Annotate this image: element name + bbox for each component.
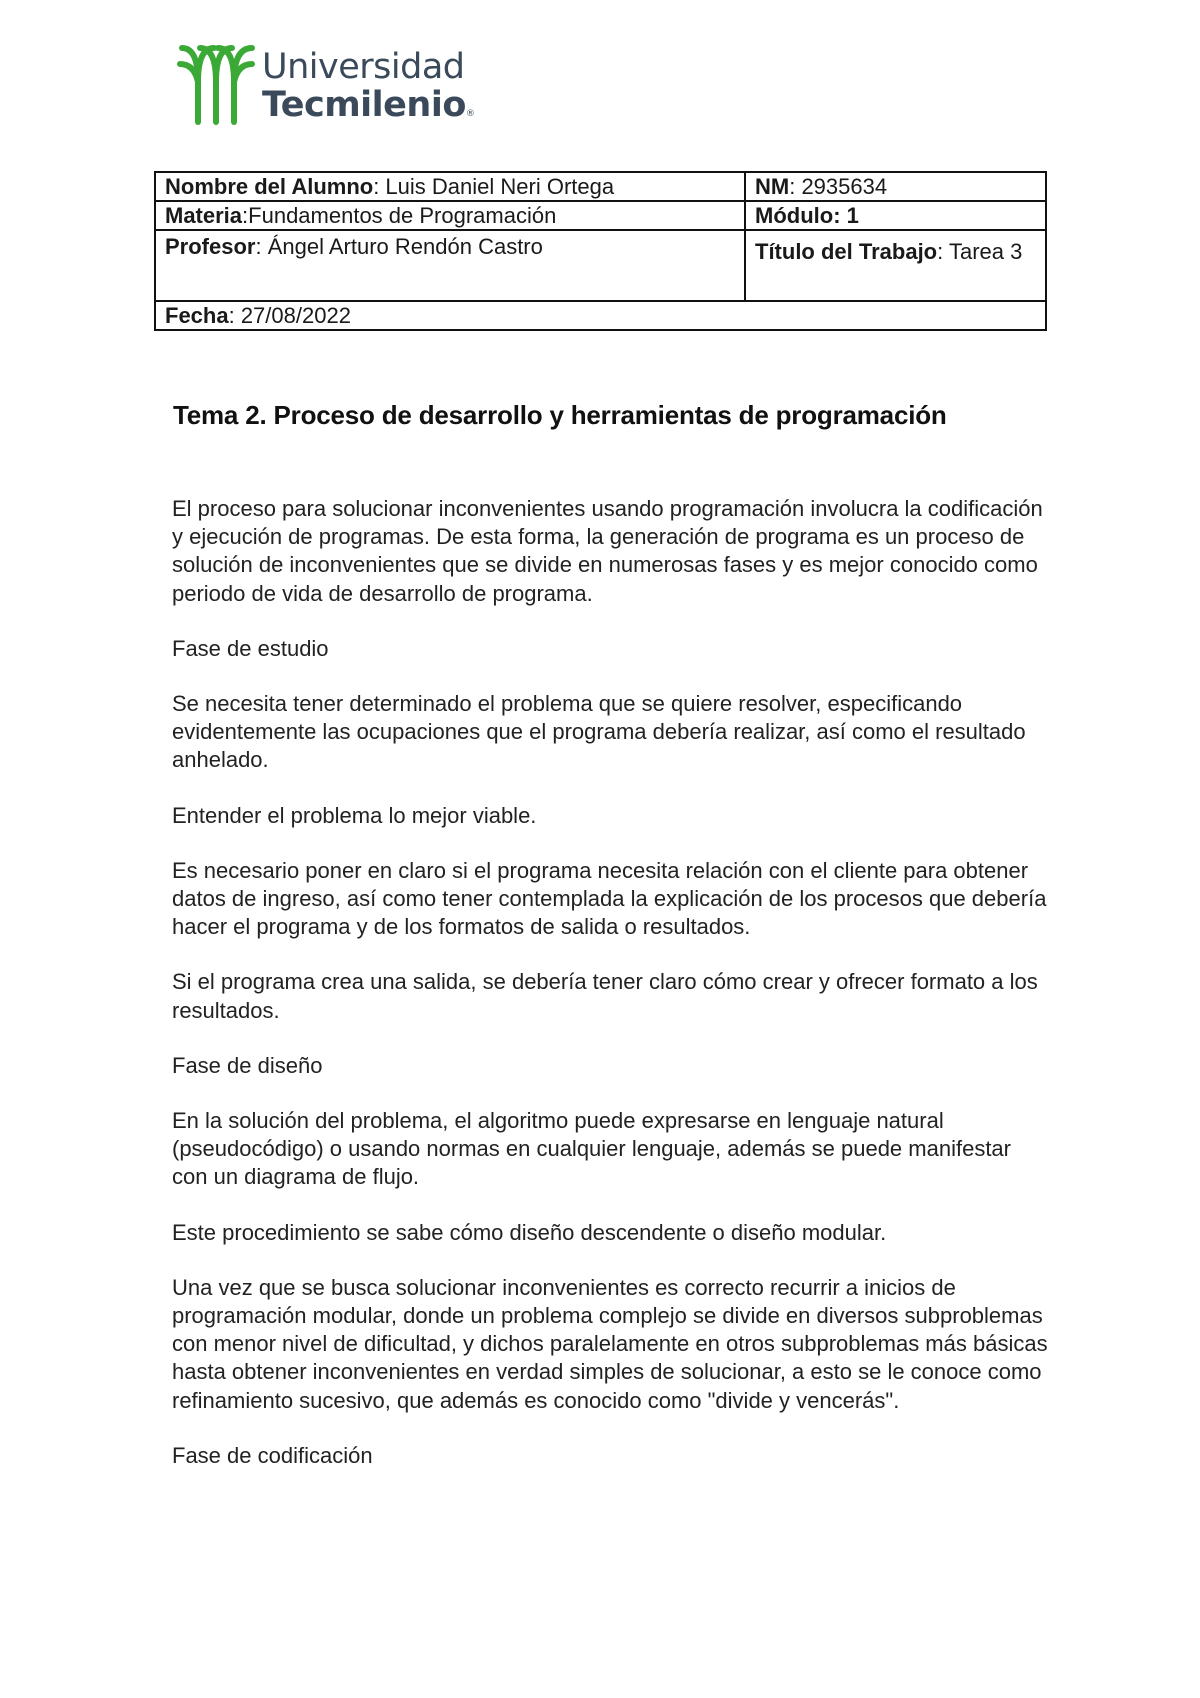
logo-line-universidad: Universidad	[262, 47, 465, 87]
date-cell	[155, 301, 1046, 330]
work-title-cell	[745, 230, 1046, 301]
info-row-student	[155, 172, 1046, 201]
paragraph-estudio-1: Se necesita tener determinado el problema que se quiere resolver, especificando evidentemente las ocupaciones que el programa debería realizar, así como el resultado anhelado.	[172, 691, 1026, 773]
subject-value: :Fundamentos de Programación	[242, 203, 557, 228]
paragraph-diseno-2: Este procedimiento se sabe cómo diseño descendente o diseño modular.	[172, 1219, 887, 1245]
paragraph-estudio-3: Es necesario poner en claro si el programa necesita relación con el cliente para obtener datos de ingreso, así como tener contemplada la explicación de los procesos que debería hacer el programa y de los formatos de salida o resultados.	[172, 857, 1047, 940]
registered-mark: ®	[465, 109, 475, 119]
module-value: : 1	[833, 203, 859, 228]
student-name-label: Nombre del Alumno	[165, 174, 374, 199]
nm-value: : 2935634	[789, 174, 888, 199]
tecmilenio-tree-logo-icon	[176, 42, 260, 126]
student-name-value: : Luis Daniel Neri Ortega	[373, 174, 615, 199]
module-label: Módulo	[755, 203, 834, 228]
paragraph-diseno-3: Una vez que se busca solucionar inconvenientes es correcto recurrir a inicios de programación modular, donde un problema complejo se divide en diversos subproblemas con menor nivel de dificultad, y dichos paralelamente en otros subproblemas más básicas hasta obtener inconvenientes en verdad simples de solucionar, a esto se le conoce como refinamiento sucesivo, que además es conocido como "divide y vencerás".	[172, 1274, 1048, 1413]
subject-label: Materia	[165, 203, 243, 228]
paragraph-estudio-2: Entender el problema lo mejor viable.	[172, 802, 537, 828]
teacher-cell	[155, 230, 745, 301]
info-row-date	[155, 301, 1046, 330]
university-logo	[176, 42, 476, 128]
paragraph-diseno-1: En la solución del problema, el algoritmo puede expresarse en lenguaje natural (pseudocódigo) o usando normas en cualquier lenguaje, además se puede manifestar con un diagrama de flujo.	[172, 1108, 1011, 1190]
document-title: Tema 2. Proceso de desarrollo y herramientas de programación	[173, 400, 947, 430]
logo-line-tecmilenio-text: Tecmilenio	[262, 85, 466, 125]
logo-line-tecmilenio	[262, 85, 475, 125]
info-row-subject	[155, 201, 1046, 230]
date-value: : 27/08/2022	[228, 303, 351, 328]
nm-label: NM	[755, 174, 790, 199]
teacher-label: Profesor	[165, 234, 256, 259]
section-heading-diseno: Fase de diseño	[172, 1052, 323, 1078]
logo-wordmark	[262, 47, 475, 125]
student-name-cell	[155, 172, 745, 201]
work-title-value: : Tarea 3	[937, 239, 1023, 264]
paragraph-intro: El proceso para solucionar inconvenientes usando programación involucra la codificación y ejecución de programas. De esta forma, la generación de programa es un proceso de solución de inconvenientes que se divide en numerosas fases y es mejor conocido como periodo de vida de desarrollo de programa.	[172, 496, 1043, 606]
subject-cell	[155, 201, 745, 230]
work-title-label: Título del Trabajo	[755, 239, 938, 264]
teacher-value: : Ángel Arturo Rendón Castro	[255, 234, 543, 259]
student-info-table	[154, 171, 1047, 331]
section-heading-codificacion: Fase de codificación	[172, 1442, 373, 1468]
date-label: Fecha	[165, 303, 229, 328]
section-heading-estudio: Fase de estudio	[172, 635, 329, 661]
info-row-teacher	[155, 230, 1046, 301]
nm-cell	[745, 172, 1046, 201]
module-cell	[745, 201, 1046, 230]
paragraph-estudio-4: Si el programa crea una salida, se debería tener claro cómo crear y ofrecer formato a los resultados.	[172, 969, 1038, 1023]
document-body	[172, 495, 1052, 1497]
